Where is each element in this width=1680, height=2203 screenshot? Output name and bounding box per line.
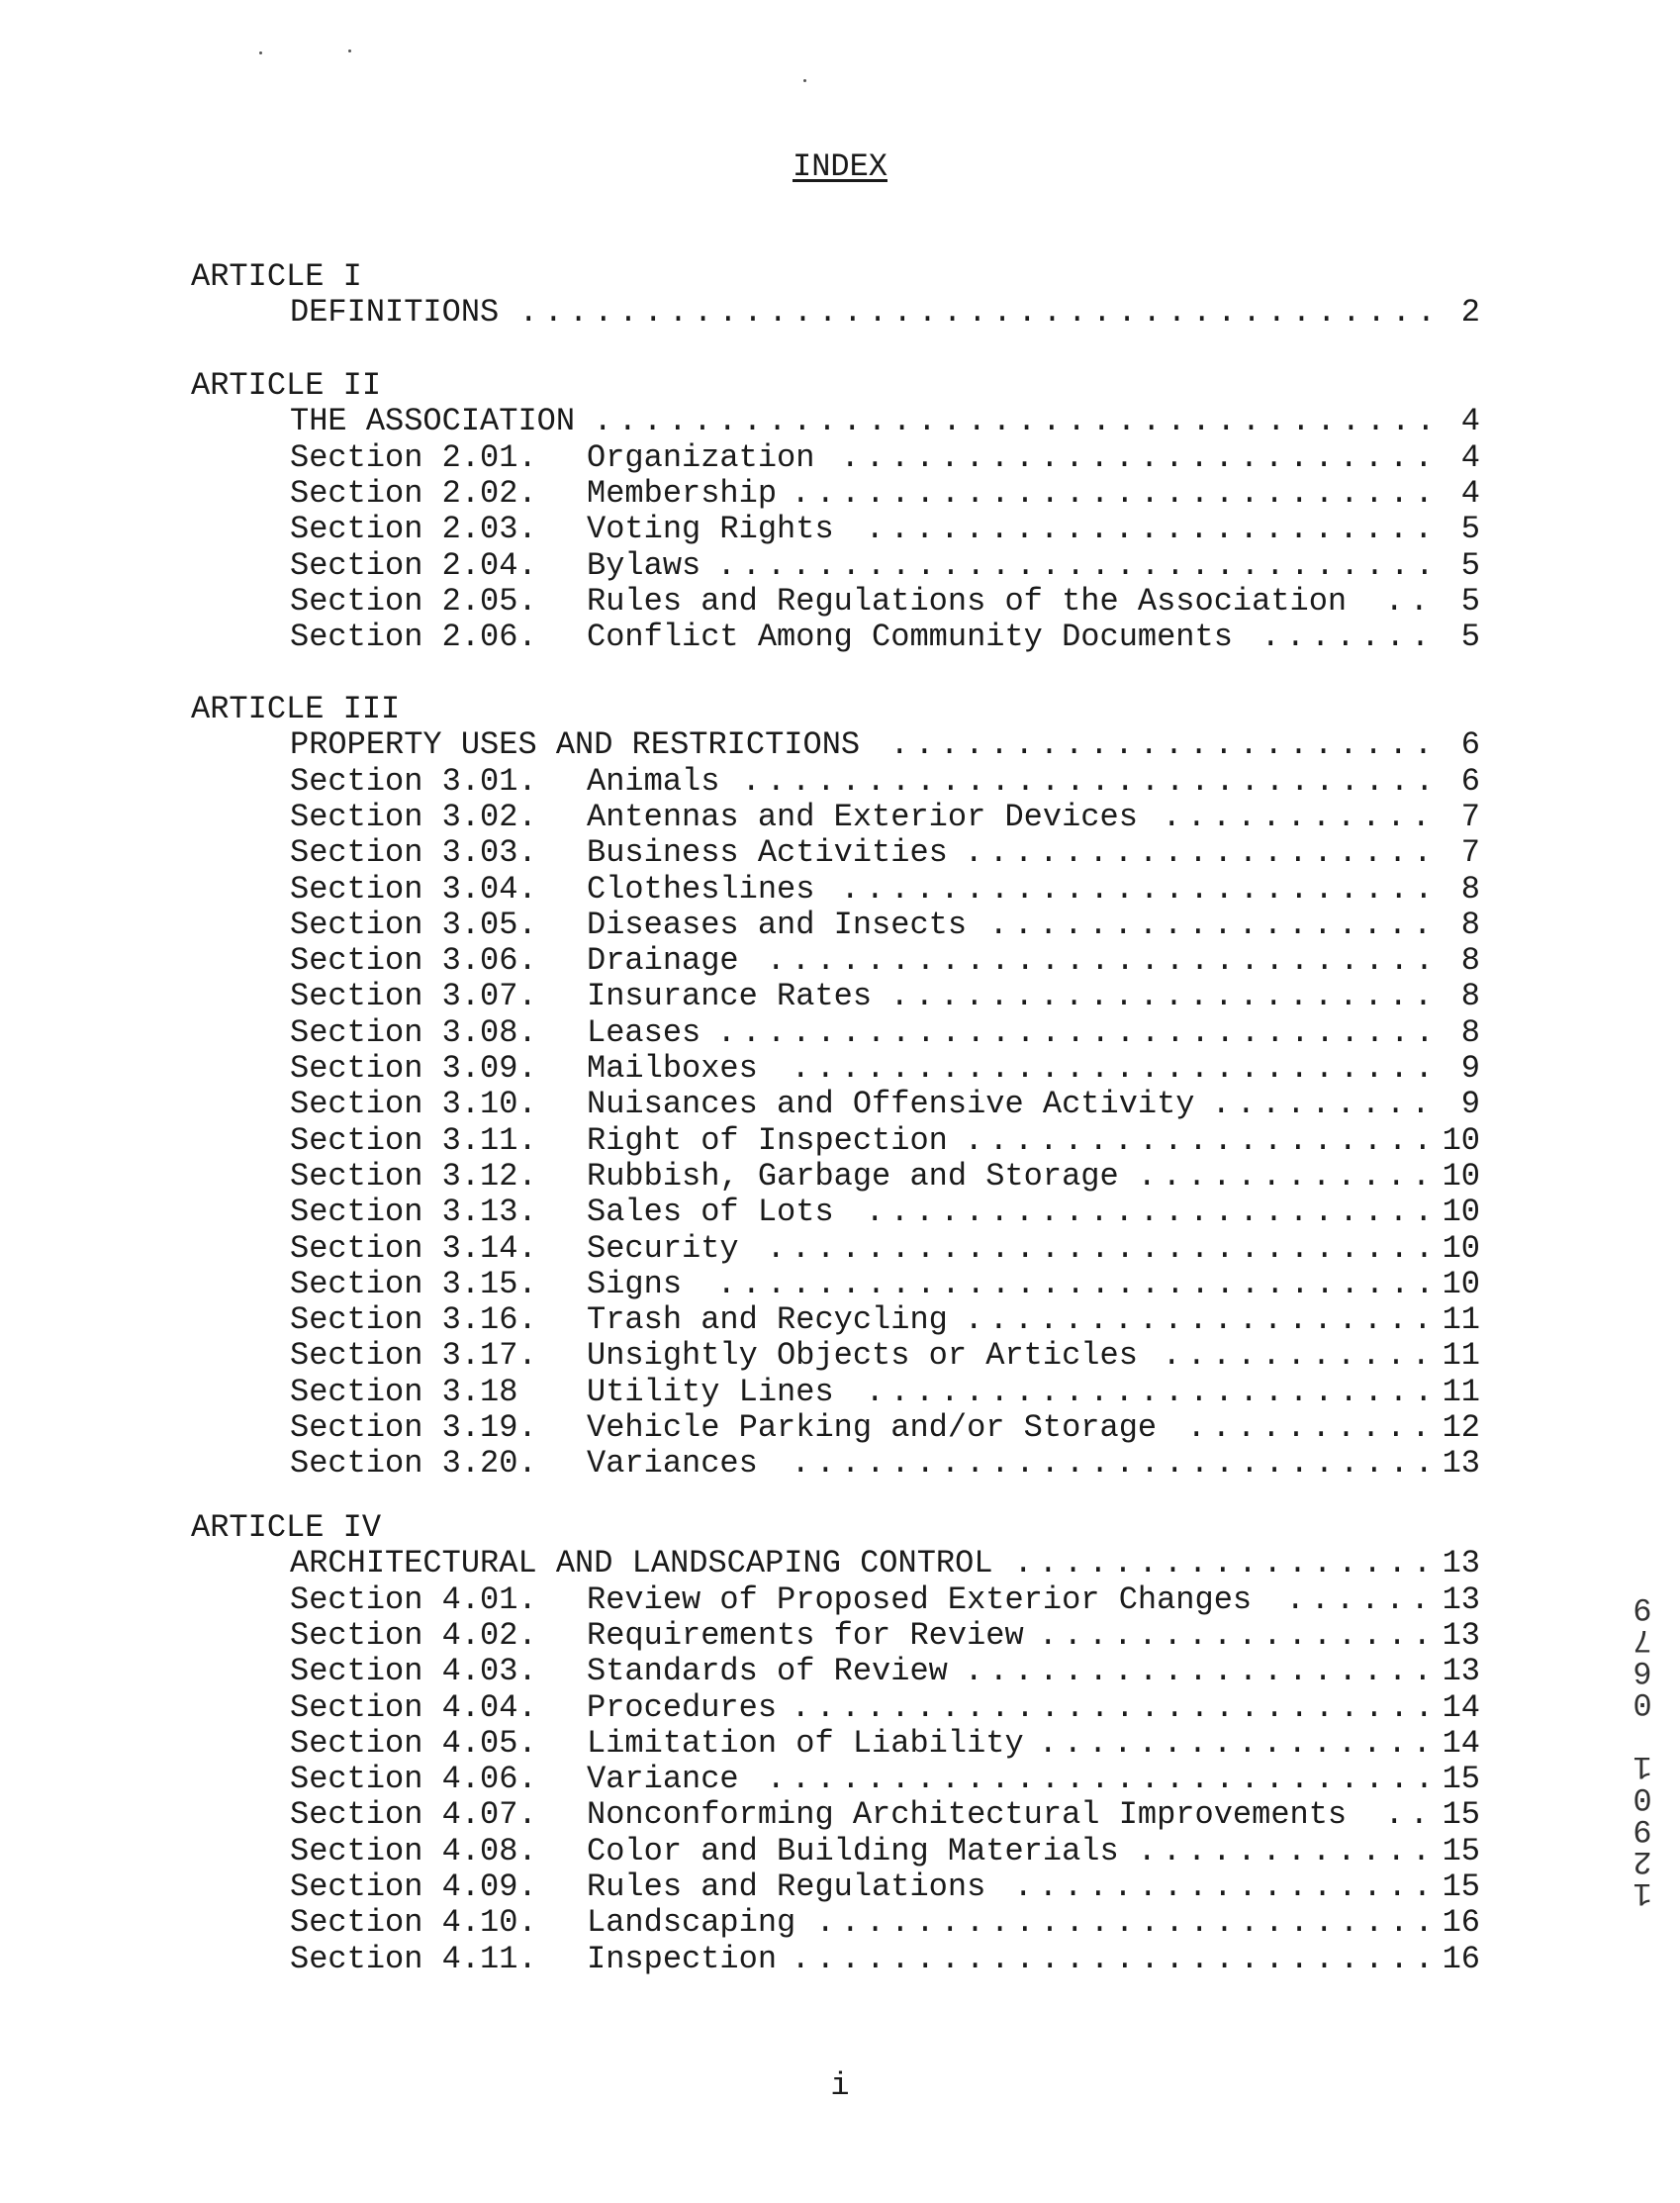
toc-entry <box>0 979 1680 1014</box>
section-title: Organization <box>587 438 815 476</box>
section-title: Utility Lines <box>587 1373 834 1410</box>
section-number: Section 4.10. <box>290 1904 537 1942</box>
toc-entry <box>0 1375 1680 1410</box>
page-title <box>0 148 1680 186</box>
stamp-char: 1 <box>1633 1748 1652 1784</box>
toc-entry <box>0 1338 1680 1374</box>
section-number: Section 4.09. <box>290 1868 537 1905</box>
page-ref: 13 <box>1442 1445 1480 1483</box>
dot-leader: ................... <box>964 1301 1439 1339</box>
section-number: Section 3.13. <box>290 1194 537 1231</box>
page-ref: 8 <box>1460 942 1480 980</box>
section-title: Rubbish, Garbage and Storage <box>587 1157 1119 1195</box>
page-ref: 15 <box>1442 1796 1480 1834</box>
article-label-row <box>0 368 1680 404</box>
toc-entry <box>0 943 1680 979</box>
stamp-char: 0 <box>1633 1779 1652 1816</box>
toc-entry <box>0 1869 1680 1905</box>
article-label: ARTICLE IV <box>191 1509 382 1546</box>
section-number: Section 2.02. <box>290 474 537 512</box>
section-number: Section 3.12. <box>290 1157 537 1195</box>
dot-leader: ............................. <box>716 1265 1441 1302</box>
page-ref: 10 <box>1442 1265 1480 1302</box>
toc-entry <box>0 1231 1680 1267</box>
article-heading-row <box>0 404 1680 439</box>
dot-leader: ....................... <box>865 1194 1440 1231</box>
dot-leader: .. <box>1384 582 1435 620</box>
section-title: Leases <box>587 1013 701 1051</box>
section-number: Section 2.03. <box>290 511 537 548</box>
section-title: Limitation of Liability <box>587 1724 1024 1762</box>
section-number: Section 4.03. <box>290 1653 537 1690</box>
toc-entry <box>0 1582 1680 1618</box>
section-number: Section 2.05. <box>290 582 537 620</box>
section-title: Animals <box>587 762 720 800</box>
dot-leader: ...................... <box>889 978 1440 1015</box>
section-number: Section 2.06. <box>290 619 537 656</box>
dot-leader: ....................... <box>865 511 1440 548</box>
dot-leader: ................. <box>1013 1545 1439 1582</box>
section-number: Section 3.14. <box>290 1229 537 1267</box>
toc-entry <box>0 1905 1680 1941</box>
toc-entry <box>0 1762 1680 1797</box>
article-heading: THE ASSOCIATION <box>290 403 576 440</box>
page-ref: 8 <box>1460 978 1480 1015</box>
toc-entry <box>0 1087 1680 1122</box>
toc-entry <box>0 908 1680 943</box>
stamp-char: 6 <box>1633 1653 1652 1689</box>
section-title: Rules and Regulations of the Association <box>587 582 1348 620</box>
section-number: Section 3.16. <box>290 1301 537 1339</box>
page-ref: 5 <box>1460 619 1480 656</box>
section-title: Antennas and Exterior Devices <box>587 798 1138 835</box>
toc-entry <box>0 1302 1680 1338</box>
dot-leader: ............ <box>1137 1157 1438 1195</box>
toc-entry <box>0 1051 1680 1087</box>
article-label: ARTICLE II <box>191 367 382 404</box>
toc-entry <box>0 1616 1680 1658</box>
section-number: Section 4.04. <box>290 1688 537 1726</box>
scan-speck <box>803 79 806 82</box>
page-ref: 11 <box>1442 1301 1480 1339</box>
dot-leader: ................ <box>1038 1616 1438 1654</box>
toc-entry <box>0 1446 1680 1482</box>
section-number: Section 3.20. <box>290 1445 537 1483</box>
page-ref: 10 <box>1442 1229 1480 1267</box>
section-number: Section 3.10. <box>290 1086 537 1123</box>
section-title: Insurance Rates <box>587 978 873 1015</box>
section-title: Variance <box>587 1761 739 1798</box>
section-title: Mailboxes <box>587 1050 758 1087</box>
dot-leader: .................. <box>988 906 1439 943</box>
toc-entry <box>0 548 1680 584</box>
dot-leader: ......... <box>1211 1086 1437 1123</box>
side-stamp <box>1623 1589 1662 1911</box>
section-number: Section 4.06. <box>290 1761 537 1798</box>
dot-leader: ........... <box>1162 798 1437 835</box>
dot-leader: .......................... <box>791 1050 1440 1087</box>
section-number: Section 3.02. <box>290 798 537 835</box>
article-label: ARTICLE I <box>191 258 362 295</box>
section-number: Section 3.08. <box>290 1013 537 1051</box>
article-label: ARTICLE III <box>191 691 401 727</box>
section-title: Drainage <box>587 942 739 980</box>
section-title: Nonconforming Architectural Improvements <box>587 1796 1348 1834</box>
stamp-char: 9 <box>1633 1811 1652 1848</box>
section-number: Section 4.02. <box>290 1616 537 1654</box>
section-title: Inspection <box>587 1940 778 1977</box>
stamp-char <box>1623 1718 1662 1750</box>
article-label-row <box>0 259 1680 295</box>
page-ref: 16 <box>1442 1904 1480 1942</box>
section-title: Trash and Recycling <box>587 1301 948 1339</box>
section-number: Section 3.03. <box>290 834 537 872</box>
dot-leader: ........................... <box>766 942 1441 980</box>
dot-leader: ......................... <box>815 1904 1440 1942</box>
dot-leader: ............................. <box>716 546 1441 584</box>
section-number: Section 3.11. <box>290 1121 537 1159</box>
toc-entry <box>0 440 1680 476</box>
toc-entry <box>0 620 1680 655</box>
toc-entry <box>0 512 1680 547</box>
section-title: Business Activities <box>587 834 948 872</box>
page-ref: 13 <box>1442 1580 1480 1618</box>
section-title: Variances <box>587 1445 758 1483</box>
section-number: Section 4.01. <box>290 1580 537 1618</box>
dot-leader: .......................... <box>791 1940 1440 1977</box>
page-ref: 13 <box>1442 1545 1480 1582</box>
section-title: Clotheslines <box>587 870 815 908</box>
section-number: Section 2.04. <box>290 546 537 584</box>
stamp-char: 0 <box>1633 1684 1652 1721</box>
section-title: Vehicle Parking and/or Storage <box>587 1409 1158 1446</box>
article-heading: ARCHITECTURAL AND LANDSCAPING CONTROL <box>290 1545 993 1582</box>
page-ref: 9 <box>1460 1086 1480 1123</box>
page-ref: 16 <box>1442 1940 1480 1977</box>
page-ref: 8 <box>1460 870 1480 908</box>
scan-speck <box>348 49 351 52</box>
toc-entry <box>0 1942 1680 1977</box>
stamp-char: 9 <box>1633 1589 1652 1626</box>
page-ref: 5 <box>1460 582 1480 620</box>
page-ref: 8 <box>1460 1013 1480 1051</box>
page-ref: 14 <box>1442 1688 1480 1726</box>
page-ref: 11 <box>1442 1337 1480 1375</box>
section-title: Requirements for Review <box>587 1616 1024 1654</box>
section-title: Review of Proposed Exterior Changes <box>587 1580 1253 1618</box>
section-title: Landscaping <box>587 1904 796 1942</box>
page-ref: 10 <box>1442 1157 1480 1195</box>
section-title: Standards of Review <box>587 1653 948 1690</box>
dot-leader: ....... <box>1260 619 1437 656</box>
section-number: Section 3.05. <box>290 906 537 943</box>
page-ref: 15 <box>1442 1761 1480 1798</box>
toc-entry <box>0 1195 1680 1230</box>
scan-speck <box>259 51 262 54</box>
toc-entry <box>0 1410 1680 1446</box>
page-ref: 7 <box>1460 834 1480 872</box>
stamp-char: 1 <box>1633 1874 1652 1911</box>
section-title: Bylaws <box>587 546 701 584</box>
toc-entry <box>0 764 1680 800</box>
dot-leader: ................... <box>964 834 1439 872</box>
section-title: Right of Inspection <box>587 1121 948 1159</box>
page-ref: 5 <box>1460 511 1480 548</box>
toc-entry <box>0 800 1680 835</box>
page-ref: 4 <box>1460 474 1480 512</box>
page-ref: 13 <box>1442 1653 1480 1690</box>
toc-entry <box>0 872 1680 908</box>
dot-leader: ................... <box>964 1653 1439 1690</box>
article-heading-row <box>0 727 1680 763</box>
section-title: Sales of Lots <box>587 1194 834 1231</box>
section-number: Section 3.07. <box>290 978 537 1015</box>
dot-leader: .......................... <box>791 474 1440 512</box>
article-heading-row <box>0 1546 1680 1581</box>
dot-leader: ........................ <box>840 870 1440 908</box>
article-label-row <box>0 692 1680 727</box>
page-ref: 5 <box>1460 546 1480 584</box>
dot-leader: ................ <box>1038 1724 1438 1762</box>
section-title: Rules and Regulations <box>587 1868 986 1905</box>
section-number: Section 3.19. <box>290 1409 537 1446</box>
page-ref: 8 <box>1460 906 1480 943</box>
toc-entry <box>0 1159 1680 1195</box>
section-number: Section 3.01. <box>290 762 537 800</box>
stamp-char: 7 <box>1633 1621 1652 1658</box>
article-heading-row <box>0 295 1680 331</box>
page-ref: 4 <box>1460 438 1480 476</box>
article-heading: PROPERTY USES AND RESTRICTIONS <box>290 726 861 764</box>
section-number: Section 3.06. <box>290 942 537 980</box>
page-ref: 10 <box>1442 1121 1480 1159</box>
section-number: Section 4.08. <box>290 1832 537 1869</box>
section-number: Section 3.04. <box>290 870 537 908</box>
toc-entry <box>0 1654 1680 1689</box>
section-number: Section 4.11. <box>290 1940 537 1977</box>
section-title: Color and Building Materials <box>587 1832 1119 1869</box>
toc-entry <box>0 1797 1680 1833</box>
toc-entry <box>0 835 1680 871</box>
page-ref: 14 <box>1442 1724 1480 1762</box>
page-ref: 6 <box>1460 762 1480 800</box>
dot-leader: ................... <box>964 1121 1439 1159</box>
dot-leader: ........... <box>1162 1337 1437 1375</box>
toc-entry <box>0 1123 1680 1159</box>
stamp-char: 2 <box>1633 1843 1652 1879</box>
toc-entry <box>0 1726 1680 1762</box>
article-heading: DEFINITIONS <box>290 294 500 332</box>
dot-leader: ............................. <box>716 1013 1441 1051</box>
dot-leader: ................. <box>1013 1868 1439 1905</box>
dot-leader: ........................... <box>766 1761 1441 1798</box>
page-ref: 6 <box>1460 726 1480 764</box>
toc-entry <box>0 476 1680 512</box>
page-ref: 4 <box>1460 403 1480 440</box>
index-title-text: INDEX <box>792 148 887 185</box>
section-title: Signs <box>587 1265 683 1302</box>
page-ref: 7 <box>1460 798 1480 835</box>
dot-leader: .......................... <box>791 1445 1440 1483</box>
page-ref: 10 <box>1442 1194 1480 1231</box>
dot-leader: ............................ <box>741 762 1441 800</box>
page-ref: 15 <box>1442 1868 1480 1905</box>
section-title: Voting Rights <box>587 511 834 548</box>
dot-leader: ........................... <box>766 1229 1441 1267</box>
dot-leader: .. <box>1384 1796 1435 1834</box>
section-number: Section 3.15. <box>290 1265 537 1302</box>
dot-leader: ....................... <box>865 1373 1440 1410</box>
dot-leader: ...... <box>1285 1580 1436 1618</box>
section-number: Section 4.07. <box>290 1796 537 1834</box>
toc-entry <box>0 1690 1680 1726</box>
toc-entry <box>0 584 1680 620</box>
dot-leader: ..................................... <box>518 294 1443 332</box>
section-title: Diseases and Insects <box>587 906 968 943</box>
section-number: Section 4.05. <box>290 1724 537 1762</box>
page-ref: 12 <box>1442 1409 1480 1446</box>
page-ref: 11 <box>1442 1373 1480 1410</box>
section-title: Conflict Among Community Documents <box>587 619 1233 656</box>
section-number: Section 2.01. <box>290 438 537 476</box>
page-ref: 13 <box>1442 1616 1480 1654</box>
dot-leader: .................................. <box>593 403 1442 440</box>
dot-leader: ...................... <box>889 726 1440 764</box>
section-title: Unsightly Objects or Articles <box>587 1337 1138 1375</box>
section-title: Procedures <box>587 1688 778 1726</box>
page-ref: 9 <box>1460 1050 1480 1087</box>
dot-leader: .......... <box>1186 1409 1437 1446</box>
toc-entry <box>0 1834 1680 1869</box>
section-number: Section 3.18 <box>290 1373 518 1410</box>
article-label-row <box>0 1510 1680 1546</box>
page-ref: 2 <box>1460 294 1480 332</box>
dot-leader: ............ <box>1137 1832 1438 1869</box>
toc-entry <box>0 1267 1680 1302</box>
section-title: Nuisances and Offensive Activity <box>587 1086 1195 1123</box>
dot-leader: .......................... <box>791 1688 1440 1726</box>
section-title: Membership <box>587 474 778 512</box>
section-title: Security <box>587 1229 739 1267</box>
section-number: Section 3.09. <box>290 1050 537 1087</box>
dot-leader: ........................ <box>840 438 1440 476</box>
page-number: i <box>830 2067 850 2104</box>
toc-entry <box>0 1015 1680 1051</box>
page-ref: 15 <box>1442 1832 1480 1869</box>
section-number: Section 3.17. <box>290 1337 537 1375</box>
